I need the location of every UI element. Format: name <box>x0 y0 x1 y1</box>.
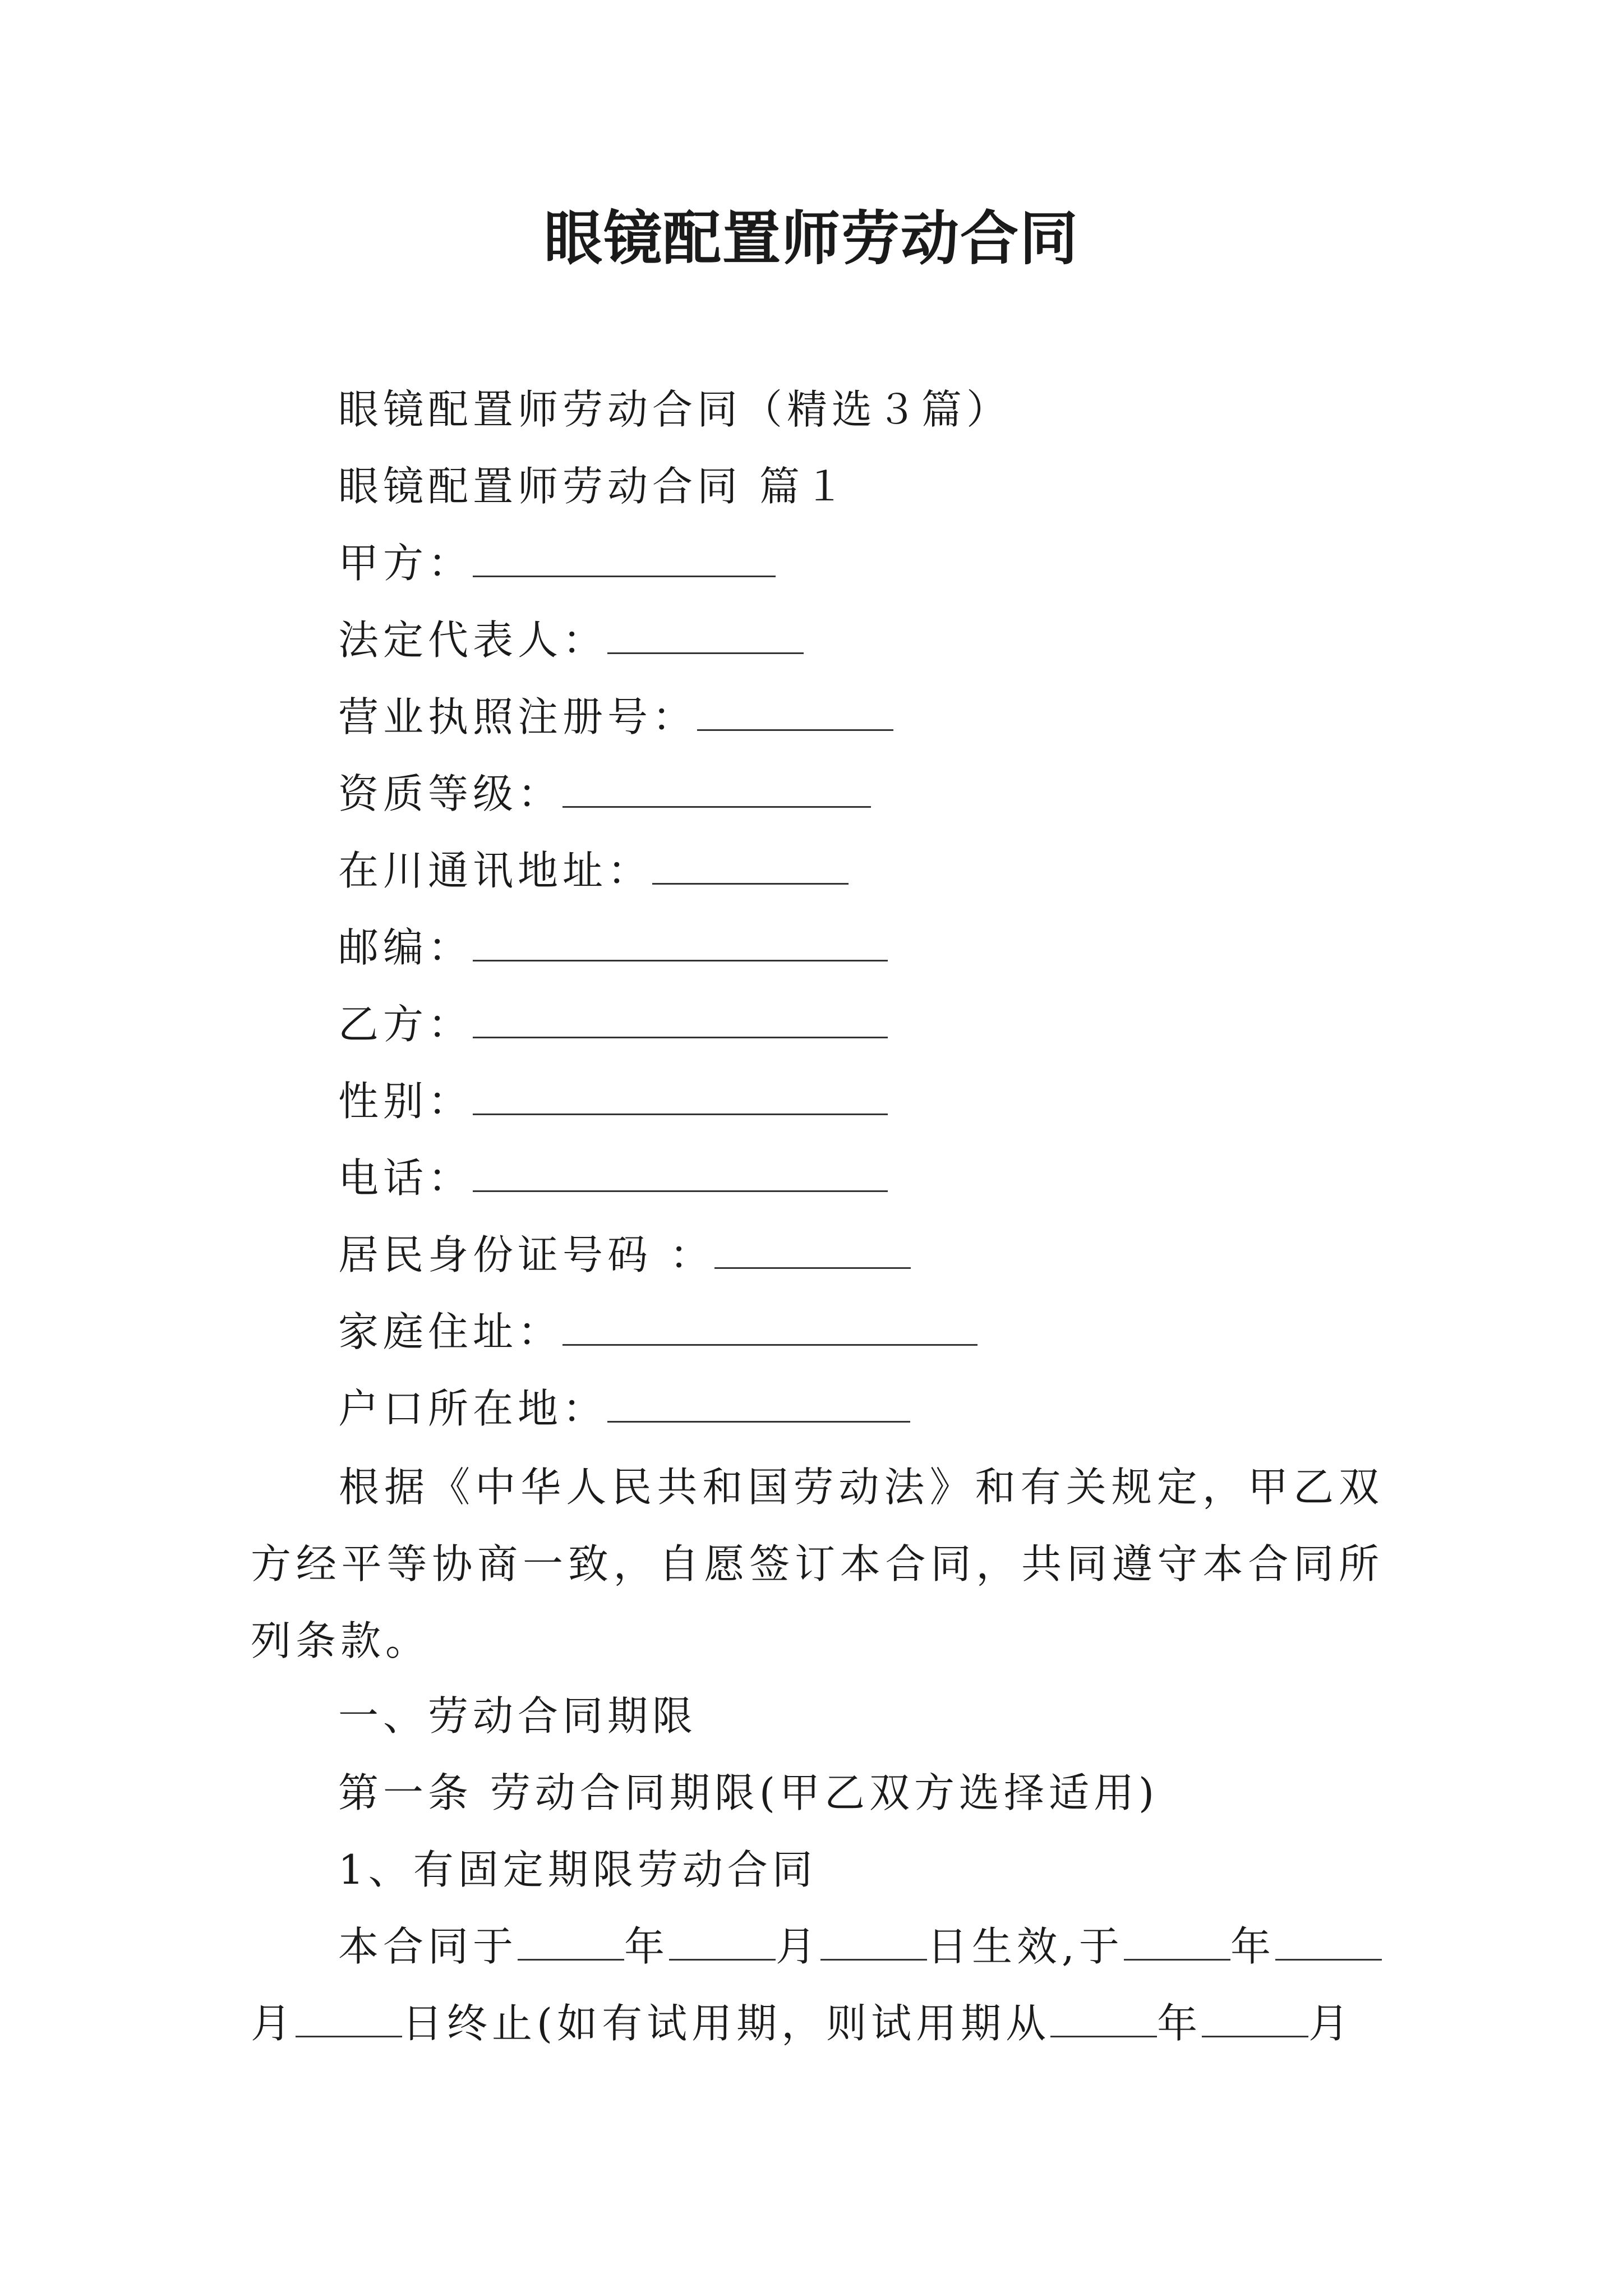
section-heading: 眼镜配置师劳动合同 篇１ <box>338 463 849 510</box>
document-subtitle: 眼镜配置师劳动合同（精选３篇） <box>338 386 1012 433</box>
field-label: 营业执照注册号： <box>338 693 698 740</box>
document-title: 眼镜配置师劳动合同 <box>543 204 1079 273</box>
field-label: 在川通讯地址： <box>338 847 653 894</box>
field-label: 居民身份证号码 ： <box>338 1231 714 1278</box>
intro-paragraph-text: 根据《中华人民共和国劳动法》和有关规定，甲乙双方经平等协商一致，自愿签订本合同，共同遵守本合同所列条款。 <box>251 1464 1384 1664</box>
term-text: 年 <box>1230 1923 1275 1970</box>
field-id-number <box>338 1227 911 1283</box>
article-heading: 第一条 劳动合同期限(甲乙双方选择适用) <box>338 1769 1159 1816</box>
blank-line <box>652 849 849 885</box>
blank-line <box>697 696 893 731</box>
field-phone <box>338 1150 888 1206</box>
field-business-license <box>338 689 893 745</box>
term-line-1 <box>338 1918 1382 1975</box>
blank-line <box>820 1925 927 1961</box>
field-label: 邮编： <box>338 924 473 971</box>
blank-line <box>562 772 871 808</box>
intro-paragraph <box>251 1449 1384 1680</box>
blank-line <box>473 1157 888 1192</box>
field-gender <box>338 1073 888 1129</box>
term-text: 日终止(如有试用期，则试用期从 <box>402 2000 1051 2047</box>
term-text: 年 <box>624 1923 670 1970</box>
blank-line <box>1050 2002 1157 2037</box>
term-line-2 <box>251 1995 1353 2051</box>
term-text: 年 <box>1157 2000 1202 2047</box>
field-postcode <box>338 919 888 976</box>
blank-line <box>1275 1925 1382 1961</box>
term-text: 月 <box>1308 2000 1354 2047</box>
field-home-address <box>338 1304 978 1360</box>
field-legal-representative <box>338 612 804 668</box>
field-label: 电话： <box>338 1154 473 1202</box>
field-address <box>338 843 849 899</box>
blank-line <box>296 2002 402 2037</box>
blank-line <box>1202 2002 1308 2037</box>
blank-line <box>669 1925 776 1961</box>
term-text: 本合同于 <box>338 1923 518 1970</box>
field-label: 户口所在地： <box>338 1385 608 1432</box>
field-label: 性别： <box>338 1078 473 1125</box>
chapter-heading: 一、劳动合同期限 <box>338 1692 698 1740</box>
blank-line <box>473 542 776 577</box>
blank-line <box>518 1925 624 1961</box>
blank-line <box>1124 1925 1230 1961</box>
term-text: 日生效,于 <box>927 1923 1124 1970</box>
field-household-registration <box>338 1381 910 1437</box>
field-label: 乙方： <box>338 1001 473 1048</box>
field-qualification-level <box>338 766 871 822</box>
term-text: 月 <box>251 2000 296 2047</box>
field-label: 甲方： <box>338 540 473 587</box>
blank-line <box>562 1310 978 1346</box>
item-heading: 1、有固定期限劳动合同 <box>338 1846 817 1893</box>
term-text: 月 <box>776 1923 821 1970</box>
blank-line <box>607 619 804 654</box>
field-label: 资质等级： <box>338 770 563 817</box>
blank-line <box>473 926 888 961</box>
blank-line <box>714 1234 911 1269</box>
field-party-a <box>338 535 776 591</box>
blank-line <box>607 1387 910 1423</box>
blank-line <box>473 1080 888 1115</box>
field-label: 家庭住址： <box>338 1308 563 1355</box>
blank-line <box>473 1003 888 1038</box>
field-label: 法定代表人： <box>338 616 608 664</box>
field-party-b <box>338 996 888 1052</box>
